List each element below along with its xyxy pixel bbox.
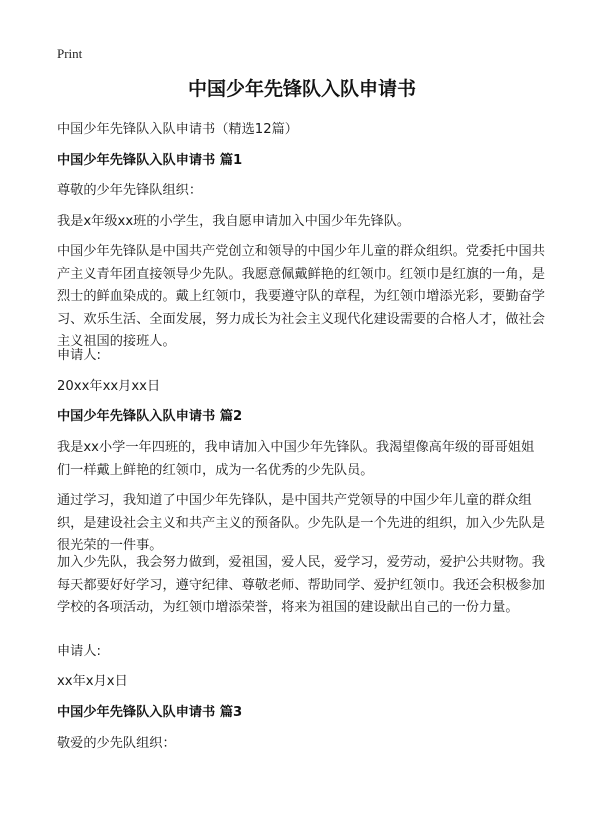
- date-2: xx年x月x日: [57, 674, 128, 689]
- document-subtitle: 中国少年先锋队入队申请书（精选12篇）: [57, 122, 298, 137]
- paragraph-1-1: 我是x年级xx班的小学生，我自愿申请加入中国少年先锋队。: [57, 214, 411, 229]
- paragraph-2-2: 通过学习，我知道了中国少年先锋队，是中国共产党领导的中国少年儿童的群众组织，是建设社会主义和共产主义的预备队。少先队是一个先进的组织，加入少先队是很光荣的一件事。: [57, 493, 545, 553]
- salutation-1: 尊敬的少年先锋队组织：: [57, 183, 203, 198]
- salutation-3: 敬爱的少先队组织：: [57, 736, 176, 751]
- section-heading-1: 中国少年先锋队入队申请书 篇1: [57, 153, 243, 168]
- paragraph-1-2: 中国少年先锋队是中国共产党创立和领导的中国少年儿童的群众组织。党委托中国共产主义青年团直接领导少先队。我愿意佩戴鲜艳的红领巾。红领巾是红旗的一角，是烈士的鲜血染成的。戴上红领巾，我要遵守队的章程，为红领巾增添光彩，要勤奋学习、欢乐生活、全面发展，努力成长为社会主义现代化建设需要的合格人才，做社会主义祖国的接班人。: [57, 244, 545, 349]
- applicant-label-1: 申请人:: [57, 348, 102, 363]
- applicant-label-2: 申请人:: [57, 644, 102, 659]
- section-heading-2: 中国少年先锋队入队申请书 篇2: [57, 409, 243, 424]
- section-heading-3: 中国少年先锋队入队申请书 篇3: [57, 705, 243, 720]
- paragraph-2-3: 加入少先队，我会努力做到，爱祖国，爱人民，爱学习，爱劳动，爱护公共财物。我每天都要好好学习，遵守纪律、尊敬老师、帮助同学、爱护红领巾。我还会积极参加学校的各项活动，为红领巾增添荣誉，将来为祖国的建设献出自己的一份力量。: [57, 555, 545, 615]
- date-1: 20xx年xx月xx日: [57, 379, 161, 394]
- paragraph-2-1: 我是xx小学一年四班的，我申请加入中国少年先锋队。我渴望像高年级的哥哥姐姐们一样戴上鲜艳的红领巾，成为一名优秀的少先队员。: [57, 440, 535, 478]
- print-link[interactable]: Print: [57, 46, 83, 61]
- document-title: 中国少年先锋队入队申请书: [187, 78, 416, 100]
